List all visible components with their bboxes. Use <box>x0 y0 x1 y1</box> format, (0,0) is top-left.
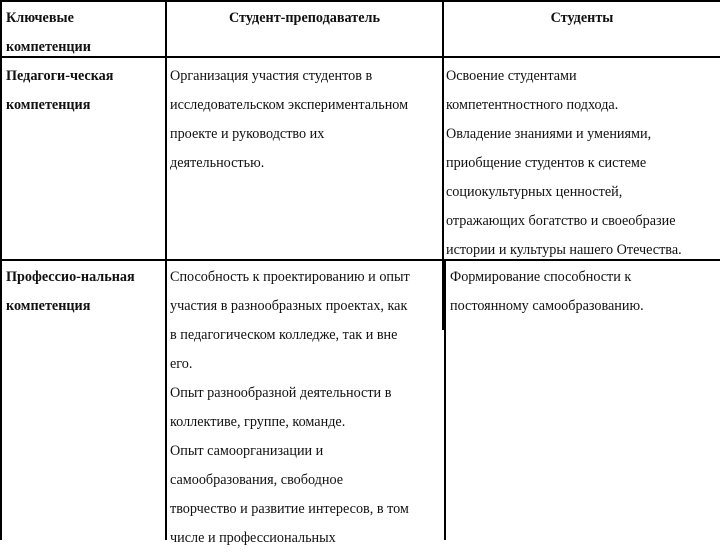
table-left-border <box>0 0 2 540</box>
competence-name: компетенция <box>6 298 91 314</box>
cell-text-line: компетентностного подхода. <box>446 97 619 113</box>
cell-text-line: проекте и руководство их <box>170 126 325 142</box>
competence-name: Профессио-нальная <box>6 269 135 285</box>
cell-text-line: числе и профессиональных <box>170 530 336 546</box>
cell-text-line: Опыт самоорганизации и <box>170 443 324 459</box>
cell-text-line: Способность к проектированию и опыт <box>170 269 410 285</box>
column-divider-2-lower <box>444 259 446 540</box>
cell-text-line: Овладение знаниями и умениями, <box>446 126 652 142</box>
cell-text-line: истории и культуры нашего Отечества. <box>446 242 682 258</box>
cell-text-line: Освоение студентами <box>446 68 577 84</box>
cell-text-line: участия в разнообразных проектах, как <box>170 298 408 314</box>
header-text-line: Ключевые <box>6 10 74 26</box>
cell-text-line: социокультурных ценностей, <box>446 184 623 200</box>
header-row-divider <box>0 56 720 58</box>
row-professional-students <box>450 263 644 321</box>
cell-text-line: отражающих богатство и своеобразие <box>446 213 676 229</box>
cell-text-line: Опыт разнообразной деятельности в <box>170 385 392 401</box>
cell-text-line: постоянному самообразованию. <box>450 298 644 314</box>
header-text-line: компетенции <box>6 39 91 55</box>
cell-text-line: деятельностью. <box>170 155 265 171</box>
row-pedagogical-competence <box>6 62 113 120</box>
competence-name: компетенция <box>6 97 91 113</box>
cell-text-line: исследовательском экспериментальном <box>170 97 409 113</box>
column-divider-1 <box>165 0 167 540</box>
cell-text-line: в педагогическом колледже, так и вне <box>170 327 398 343</box>
cell-text-line: Организация участия студентов в <box>170 68 373 84</box>
row-professional-competence <box>6 263 135 321</box>
table-top-border <box>0 0 720 2</box>
cell-text-line: коллективе, группе, команде. <box>170 414 346 430</box>
cell-text-line: приобщение студентов к системе <box>446 155 647 171</box>
header-student-teacher: Студент-преподаватель <box>229 10 380 26</box>
cell-text-line: его. <box>170 356 193 372</box>
row-pedagogical-students <box>446 62 682 265</box>
competence-name: Педагоги-ческая <box>6 68 114 84</box>
header-students: Студенты <box>550 10 614 26</box>
cell-text-line: самообразования, свободное <box>170 472 344 488</box>
row-pedagogical-student-teacher <box>170 62 408 178</box>
header-key-competences <box>6 4 91 62</box>
row-professional-student-teacher <box>170 263 410 553</box>
cell-text-line: творчество и развитие интересов, в том <box>170 501 409 517</box>
cell-text-line: Формирование способности к <box>450 269 632 285</box>
